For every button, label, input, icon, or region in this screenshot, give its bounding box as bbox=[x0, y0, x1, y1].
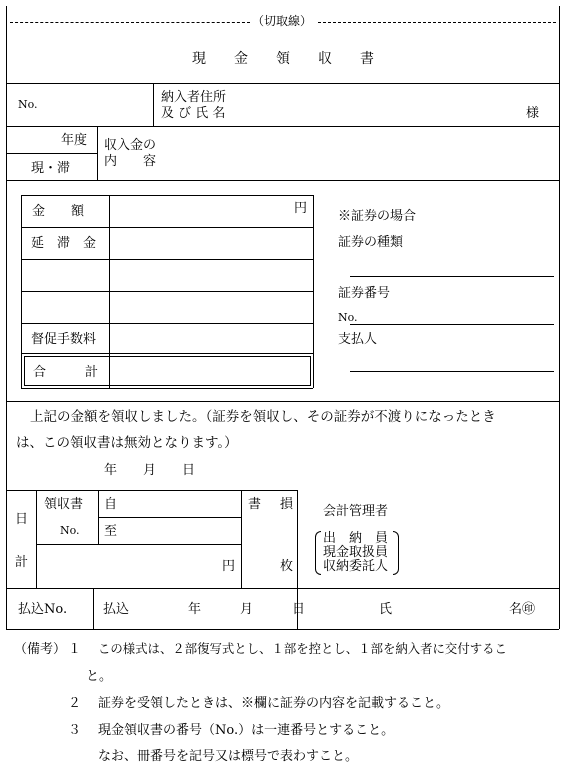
cut-line-left bbox=[10, 22, 250, 23]
col-line bbox=[241, 490, 242, 588]
ryoshusho-label: 領収書 bbox=[44, 497, 84, 512]
mai-label: 枚 bbox=[280, 559, 294, 574]
row-line bbox=[6, 401, 559, 402]
note-3-text: 現金領収書の番号（No.）は一連番号とすること。 bbox=[98, 723, 395, 738]
securities-kind-line bbox=[350, 276, 554, 277]
payer-bank-label: 支払人 bbox=[338, 332, 378, 347]
row-line bbox=[21, 259, 313, 260]
payer-bank-line bbox=[350, 371, 554, 372]
note-2-num: ２ bbox=[68, 696, 82, 711]
frame-right bbox=[559, 6, 560, 629]
total-label: 合 計 bbox=[33, 365, 99, 380]
brace-left bbox=[315, 531, 321, 575]
row-line bbox=[6, 153, 97, 154]
mei-seal-label: 名㊞ bbox=[509, 602, 536, 617]
received-text-1: 上記の金額を領収しました。（証券を領収し、その証券が不渡りになったとき bbox=[30, 409, 496, 425]
securities-no-line bbox=[350, 324, 554, 325]
row-line bbox=[21, 388, 313, 389]
sho-label: 書 bbox=[248, 497, 262, 512]
ryoshusho-no-label: No. bbox=[60, 524, 80, 537]
row-line bbox=[21, 353, 313, 354]
gen-tai-label: 現・滞 bbox=[31, 161, 71, 176]
row-line bbox=[21, 291, 313, 292]
no-label: No. bbox=[18, 98, 38, 111]
securities-number-label: 証券番号 bbox=[338, 286, 391, 301]
content-label-2: 内 容 bbox=[104, 154, 157, 169]
received-text-2: は、この領収書は無効となります。） bbox=[16, 435, 238, 451]
nendo-label: 年度 bbox=[61, 133, 88, 148]
col-line bbox=[93, 588, 94, 629]
col-line bbox=[97, 126, 98, 180]
row-line bbox=[98, 517, 241, 518]
row-line bbox=[21, 227, 313, 228]
securities-kind-label: 証券の種類 bbox=[338, 235, 404, 250]
day-label: 日 bbox=[15, 512, 29, 527]
late-fee-label: 延 滞 金 bbox=[31, 236, 97, 251]
to-label: 至 bbox=[104, 524, 118, 539]
date-line: 年 月 日 bbox=[104, 463, 196, 478]
frame-left bbox=[6, 6, 7, 629]
row-line bbox=[6, 83, 559, 84]
content-label-1: 収入金の bbox=[104, 138, 157, 153]
dunning-fee-label: 督促手数料 bbox=[31, 332, 97, 347]
row-line bbox=[6, 490, 297, 491]
col-line bbox=[313, 195, 314, 388]
row-line bbox=[21, 323, 313, 324]
furikomi-no-label: 払込No. bbox=[18, 602, 68, 617]
note-3-num: ３ bbox=[68, 723, 82, 738]
officer-1: 出 納 員 bbox=[323, 531, 389, 546]
row-line bbox=[6, 126, 559, 127]
securities-no-label: No. bbox=[338, 311, 358, 324]
col-line bbox=[36, 490, 37, 588]
note-1-text: この様式は、２部復写式とし、１部を控とし、１部を納入者に交付するこ bbox=[98, 641, 507, 656]
col-line bbox=[21, 195, 22, 388]
brace-right bbox=[393, 531, 399, 575]
col-line bbox=[153, 83, 154, 126]
bottom-yen: 円 bbox=[222, 559, 236, 574]
note-2-text: 証券を受領したときは、※欄に証券の内容を記載すること。 bbox=[98, 696, 450, 711]
amount-yen: 円 bbox=[294, 201, 308, 216]
shi-label: 氏 bbox=[379, 602, 393, 617]
amount-label: 金 額 bbox=[32, 204, 85, 219]
total-chars-label: 計 bbox=[15, 555, 29, 570]
row-line bbox=[6, 180, 559, 181]
cut-line-right bbox=[318, 22, 556, 23]
note-1-num: １ bbox=[68, 642, 82, 657]
accountant-label: 会計管理者 bbox=[323, 504, 389, 519]
furikomi-label: 払込 bbox=[103, 602, 130, 617]
cut-line-label: （切取線） bbox=[252, 14, 313, 28]
note-3-cont: なお、冊番号を記号又は標号で表わすこと。 bbox=[98, 749, 359, 764]
payer-label-1: 納入者住所 bbox=[161, 90, 227, 105]
notes-label: （備考） bbox=[14, 642, 67, 657]
officer-3: 収納委託人 bbox=[323, 559, 389, 574]
officer-2: 現金取扱員 bbox=[323, 545, 389, 560]
frame-bottom bbox=[6, 629, 559, 630]
sama-label: 様 bbox=[526, 106, 540, 121]
row-line bbox=[6, 588, 559, 589]
securities-note: ※証券の場合 bbox=[338, 209, 417, 224]
furikomi-date: 年 月 日 bbox=[188, 602, 306, 617]
from-label: 自 bbox=[104, 497, 118, 512]
son-label: 損 bbox=[280, 497, 294, 512]
row-line bbox=[36, 544, 241, 545]
page-title: 現 金 領 収 書 bbox=[192, 51, 374, 67]
note-1-cont: と。 bbox=[86, 669, 113, 684]
payer-label-2: 及 び 氏 名 bbox=[161, 106, 226, 121]
row-line bbox=[21, 195, 313, 196]
